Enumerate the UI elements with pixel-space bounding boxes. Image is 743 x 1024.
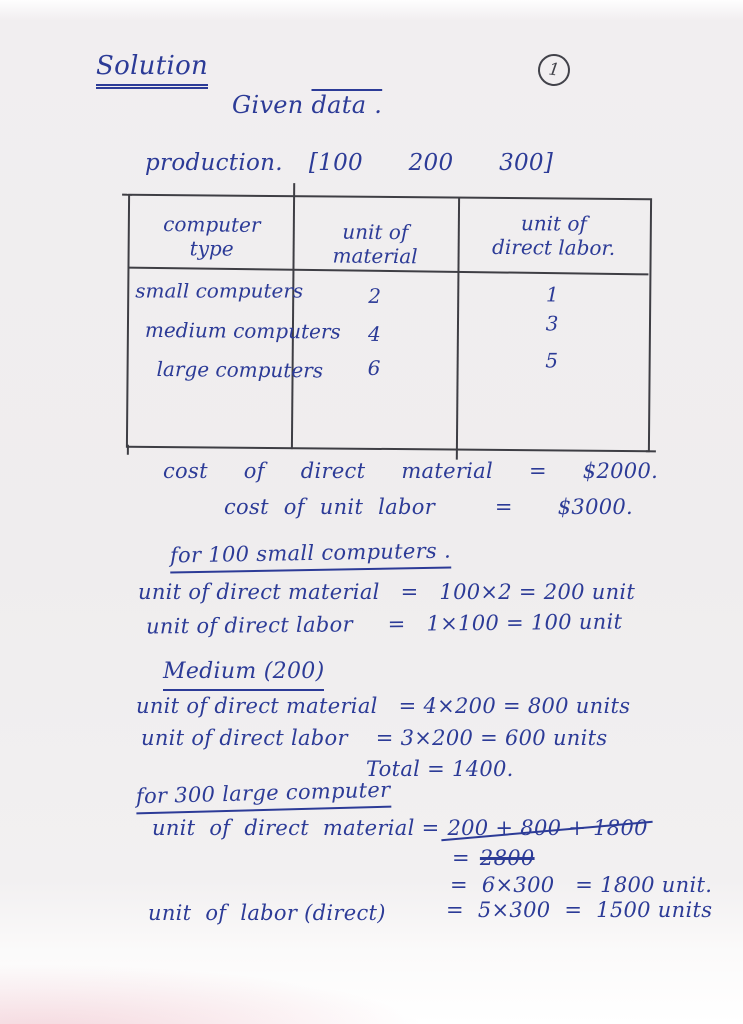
- table-tick-bottom-right: [646, 450, 656, 452]
- medium-labor-calc: unit of direct labor = 3×200 = 600 units: [141, 726, 608, 750]
- large-material-label: unit of direct material =: [152, 816, 440, 840]
- table-cell-large-labor: 5: [545, 348, 559, 373]
- table-header-computer-type: computer type: [163, 212, 261, 261]
- table-tick-top-left: [122, 194, 132, 196]
- cost-unit-labor-line: cost of unit labor = $3000.: [224, 495, 634, 519]
- table-row-small-label: small computers: [135, 278, 304, 303]
- production-line: [145, 149, 553, 178]
- table-cell-medium-labor: 3: [545, 311, 559, 336]
- given-word: Given: [232, 91, 312, 119]
- page-number: 1: [547, 59, 561, 81]
- medium-material-calc: unit of direct material = 4×200 = 800 units: [136, 694, 631, 718]
- table-cell-large-material: 6: [367, 355, 381, 380]
- production-values: [100 200 300]: [308, 150, 554, 176]
- table-row-medium-label: medium computers: [144, 317, 341, 344]
- given-data-heading: [232, 90, 382, 120]
- data-table: [126, 194, 652, 453]
- small-computers-heading: for 100 small computers .: [170, 538, 452, 574]
- total-line: Total = 1400.: [366, 757, 514, 781]
- large-material-struck-total: [452, 845, 535, 871]
- cost-direct-material-line: cost of direct material = $2000.: [163, 459, 659, 483]
- table-cell-small-labor: 1: [545, 282, 559, 307]
- solution-title: Solution: [96, 50, 208, 89]
- equals-sign: =: [452, 846, 470, 870]
- table-column-divider-1: [291, 183, 295, 449]
- page-number-badge: [536, 52, 572, 88]
- large-material-calc: [152, 815, 648, 841]
- struck-total-value: 2800: [479, 846, 535, 870]
- table-header-unit-material: unit of material: [332, 219, 418, 269]
- table-row-large-label: large computers: [156, 356, 324, 383]
- production-label: production.: [145, 150, 283, 176]
- table-header-unit-labor: unit of direct labor.: [492, 211, 616, 260]
- large-material-final: = 6×300 = 1800 unit.: [450, 873, 713, 897]
- struck-sum-terms: 200 + 800 + 1800: [447, 816, 648, 840]
- small-labor-calc: unit of direct labor = 1×100 = 100 unit: [145, 609, 623, 639]
- table-cell-small-material: 2: [368, 283, 382, 308]
- data-word: data .: [311, 91, 383, 119]
- table-tick-bottom-left: [127, 445, 129, 455]
- table-cell-medium-material: 4: [367, 321, 381, 346]
- small-material-calc: unit of direct material = 100×2 = 200 unit: [138, 580, 636, 604]
- large-labor-label: unit of labor (direct): [148, 901, 386, 925]
- medium-computers-heading: Medium (200): [163, 658, 324, 691]
- large-computers-heading: for 300 large computer: [136, 777, 391, 815]
- paper-smudge: [0, 964, 430, 1024]
- large-labor-calc: = 5×300 = 1500 units: [446, 898, 713, 922]
